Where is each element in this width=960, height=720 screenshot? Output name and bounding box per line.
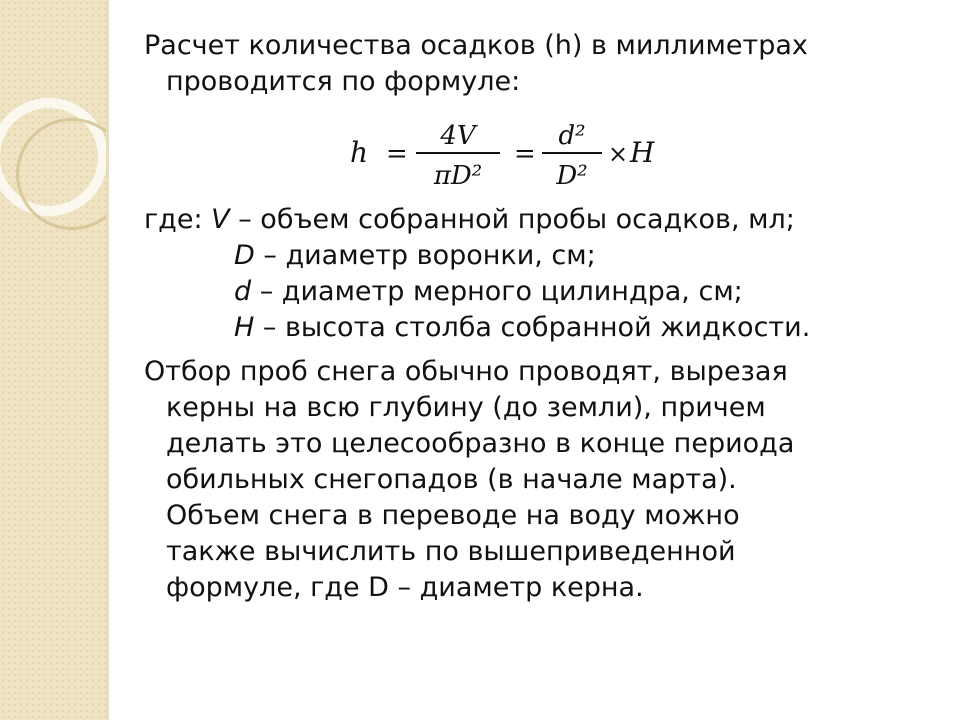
legend-text: – объем собранной пробы осадков, мл; xyxy=(229,204,795,235)
formula-rhs: H xyxy=(630,136,655,169)
snow-line: Объем снега в переводе на воду можно xyxy=(166,500,740,531)
legend-row xyxy=(144,238,924,274)
side-panel-edge xyxy=(106,0,109,720)
legend-var: V xyxy=(211,204,230,235)
legend-row xyxy=(144,310,924,346)
legend-var: D xyxy=(234,240,255,271)
precipitation-formula xyxy=(144,114,924,192)
snow-line: также вычислить по вышеприведенной xyxy=(166,536,736,567)
legend-text: – диаметр воронки, см; xyxy=(254,240,596,271)
snow-line: керны на всю глубину (до земли), причем xyxy=(166,392,766,423)
intro-line: проводится по формуле: xyxy=(166,66,521,97)
legend-text: – высота столба собранной жидкости. xyxy=(254,312,811,343)
formula-fraction-numerator: d² xyxy=(558,121,586,151)
snow-line: делать это целесообразно в конце периода xyxy=(166,428,795,459)
snow-line: обильных снегопадов (в начале марта). xyxy=(166,464,737,495)
formula-times: × xyxy=(608,140,629,168)
formula-equals: = xyxy=(386,139,408,169)
legend-row xyxy=(144,202,924,238)
intro-paragraph xyxy=(144,28,924,100)
legend-text: – диаметр мерного цилиндра, см; xyxy=(251,276,743,307)
intro-line: Расчет количества осадков (h) в миллиметрах xyxy=(144,30,808,61)
formula-graphic xyxy=(346,114,676,192)
formula-fraction-denominator: D² xyxy=(556,161,588,191)
legend-var: H xyxy=(234,312,255,343)
formula-fraction-numerator: 4V xyxy=(440,121,476,151)
variable-legend xyxy=(144,202,924,346)
snow-sampling-paragraph xyxy=(144,354,924,606)
legend-prefix: где: xyxy=(144,204,203,235)
formula-lhs: h xyxy=(350,136,369,169)
formula-equals: = xyxy=(514,139,536,169)
decorative-side-panel xyxy=(0,0,106,720)
snow-line: Отбор проб снега обычно проводят, вырезая xyxy=(144,356,788,387)
snow-line: формуле, где D – диаметр керна. xyxy=(166,572,644,603)
legend-var: d xyxy=(234,276,252,307)
formula-fraction-denominator: πD² xyxy=(433,161,483,191)
legend-row xyxy=(144,274,924,310)
slide-content xyxy=(144,28,924,606)
